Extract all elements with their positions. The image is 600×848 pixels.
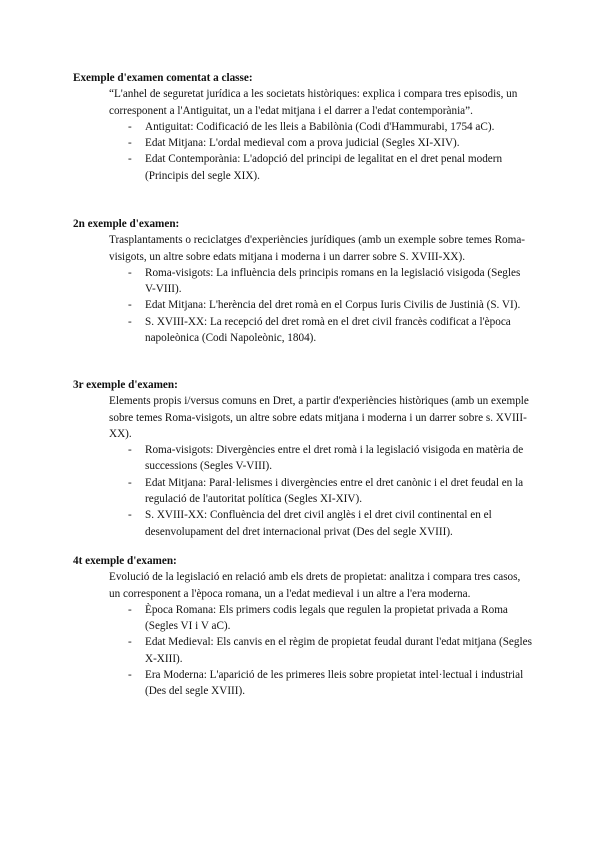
bullet-dash: - [128, 137, 132, 150]
section-heading: Exemple d'examen comentat a classe: [73, 72, 253, 84]
list-item [128, 314, 533, 347]
section-intro: Evolució de la legislació en relació amb els drets de propietat: analitza i compara tres casos, un corresponent a l'època romana, un a l'edat medieval i un altre a l'era moderna. [109, 571, 521, 600]
bullet-dash: - [128, 266, 132, 279]
bullet-dash: - [128, 669, 132, 682]
list-item [128, 297, 533, 313]
list-item [128, 634, 533, 667]
list-item-text: Roma-visigots: Divergències entre el dret romà i la legislació visigoda en matèria de successions (Segles V-VIII). [145, 444, 524, 473]
bullet-dash: - [128, 444, 132, 457]
list-item-text: Edat Mitjana: L'ordal medieval com a prova judicial (Segles XI-XIV). [145, 137, 460, 150]
list-item-text: Edat Mitjana: L'herència del dret romà en el Corpus Iuris Civilis de Justinià (S. VI). [145, 299, 521, 312]
list-item [128, 151, 533, 184]
list-item [128, 135, 533, 151]
bullet-dash: - [128, 153, 132, 166]
section-list [73, 119, 533, 184]
list-item-text: Època Romana: Els primers codis legals que regulen la propietat privada a Roma (Segles VI i V aC). [145, 603, 508, 633]
section-intro: “L'anhel de seguretat jurídica a les societats històriques: explica i compara tres episodis, un corresponent a l'Antiguitat, un a l'edat mitjana i el darrer a l'edat contemporània”. [109, 88, 518, 117]
list-item-text: Antiguitat: Codificació de les lleis a Babilònia (Codi d'Hammurabi, 1754 aC). [145, 120, 495, 133]
bullet-dash: - [128, 120, 132, 133]
list-item [128, 265, 533, 298]
list-item [128, 119, 533, 135]
section-list [73, 602, 533, 700]
list-item [128, 507, 533, 540]
list-item [128, 602, 533, 635]
section-heading: 3r exemple d'examen: [73, 379, 178, 391]
list-item-text: S. XVIII-XX: La recepció del dret romà en el dret civil francès codificat a l'època napoleònica (Codi Napoleònic, 1804). [145, 315, 511, 345]
section-heading: 2n exemple d'examen: [73, 218, 180, 230]
list-item-text: Roma-visigots: La influència dels principis romans en la legislació visigoda (Segles V-VIII). [145, 266, 521, 296]
list-item-text: Edat Medieval: Els canvis en el règim de propietat feudal durant l'edat mitjana (Segles X-XIII). [145, 636, 532, 665]
section-2 [73, 216, 533, 346]
section-list [73, 265, 533, 346]
list-item [128, 667, 533, 700]
section-intro: Trasplantaments o reciclatges d'experiències jurídiques (amb un exemple sobre temes Roma-visigots, un altre sobre edats mitjana i moderna i un darrer sobre S. XVIII-XX). [109, 234, 526, 263]
bullet-dash: - [128, 476, 132, 489]
list-item [128, 442, 533, 475]
list-item-text: Edat Mitjana: Paral·lelismes i divergències entre el dret canònic i el dret feudal en la regulació de l'autoritat política (Segles XI-XIV). [145, 476, 524, 506]
list-item-text: S. XVIII-XX: Confluència del dret civil anglès i el dret civil continental en el desenvolupament del dret internacional privat (Des del segle XVIII). [145, 509, 492, 538]
list-item [128, 475, 533, 508]
list-item-text: Edat Contemporània: L'adopció del principi de legalitat en el dret penal modern (Principis del segle XIX). [145, 153, 503, 182]
bullet-dash: - [128, 603, 132, 616]
section-list [73, 442, 533, 540]
section-4 [73, 553, 533, 700]
section-1 [73, 70, 533, 184]
list-item-text: Era Moderna: L'aparició de les primeres lleis sobre propietat intel·lectual i industrial (Des del segle XVIII). [145, 669, 524, 698]
bullet-dash: - [128, 509, 132, 522]
section-3 [73, 377, 533, 540]
section-heading: 4t exemple d'examen: [73, 555, 177, 567]
section-intro: Elements propis i/versus comuns en Dret, a partir d'experiències històriques (amb un exemple sobre temes Roma-visigots, un altre sobre edats mitjana i moderna i un darrer sobre s. XVIII-XX). [109, 395, 529, 440]
bullet-dash: - [128, 315, 132, 328]
bullet-dash: - [128, 636, 132, 649]
bullet-dash: - [128, 299, 132, 312]
